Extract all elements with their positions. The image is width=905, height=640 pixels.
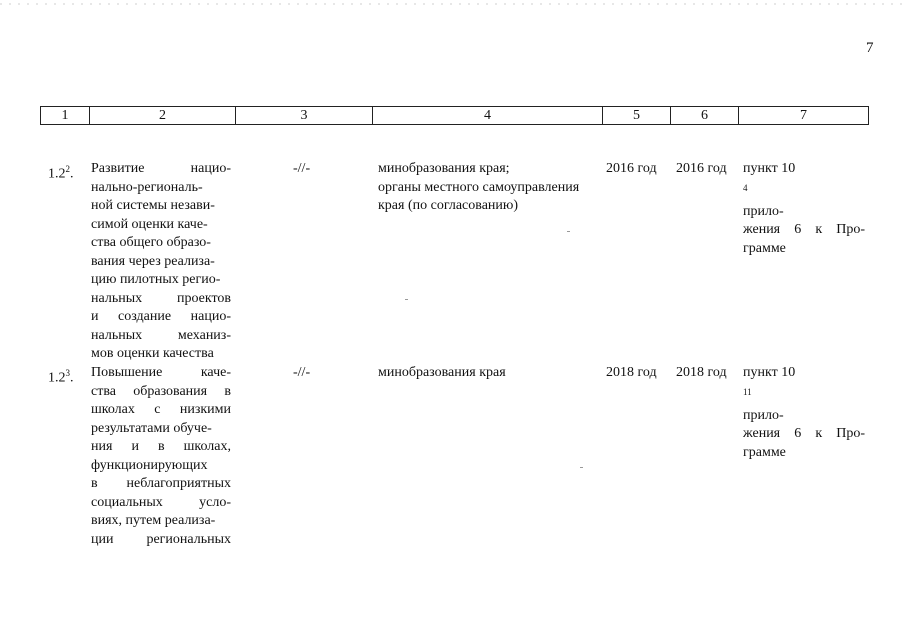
executor: -//- xyxy=(293,161,311,176)
activity-name: Развитие нацио- нально-региональ- ной системы незави- симой оценки каче- ства общего образо- вания через реализа- цию пилотных регио- нальных проектов и создание нацио- нальных механиз- мов оценки качества xyxy=(91,161,231,361)
row-number: $1.2^3$. xyxy=(48,368,74,386)
activity-name: Повышение каче- ства образования в школах с низкими результатами обуче- ния и в школах, функционирующих в неблагоприятных социальных усло- виях, путем реализа- ции региональных xyxy=(91,365,231,547)
column-number-header xyxy=(40,106,869,125)
header-cell-3: 3 xyxy=(235,107,372,124)
program-reference: пункт 10 $^{11}$ прило- жения 6 к Про- грамме xyxy=(743,365,865,460)
header-cell-4: 4 xyxy=(372,107,602,124)
scan-speck xyxy=(405,299,408,300)
executor: -//- xyxy=(293,365,311,380)
header-cell-7: 7 xyxy=(738,107,868,124)
responsible: минобразования края; органы местного самоуправления края (по согласованию) xyxy=(378,161,580,213)
scan-noise xyxy=(0,3,905,5)
end-year: 2018 год xyxy=(676,365,727,380)
header-cell-2: 2 xyxy=(89,107,235,124)
start-year: 2016 год xyxy=(606,161,657,176)
header-cell-6: 6 xyxy=(670,107,738,124)
program-reference: пункт 10 $^4$ прило- жения 6 к Про- грамме xyxy=(743,161,865,256)
start-year: 2018 год xyxy=(606,365,657,380)
row-number: $1.2^2$. xyxy=(48,164,74,182)
page-number: 7 xyxy=(866,40,874,56)
scan-speck xyxy=(567,231,570,232)
scan-speck xyxy=(580,467,583,468)
end-year: 2016 год xyxy=(676,161,727,176)
responsible: минобразования края xyxy=(378,365,506,380)
header-cell-5: 5 xyxy=(602,107,670,124)
header-cell-1: 1 xyxy=(61,108,69,123)
